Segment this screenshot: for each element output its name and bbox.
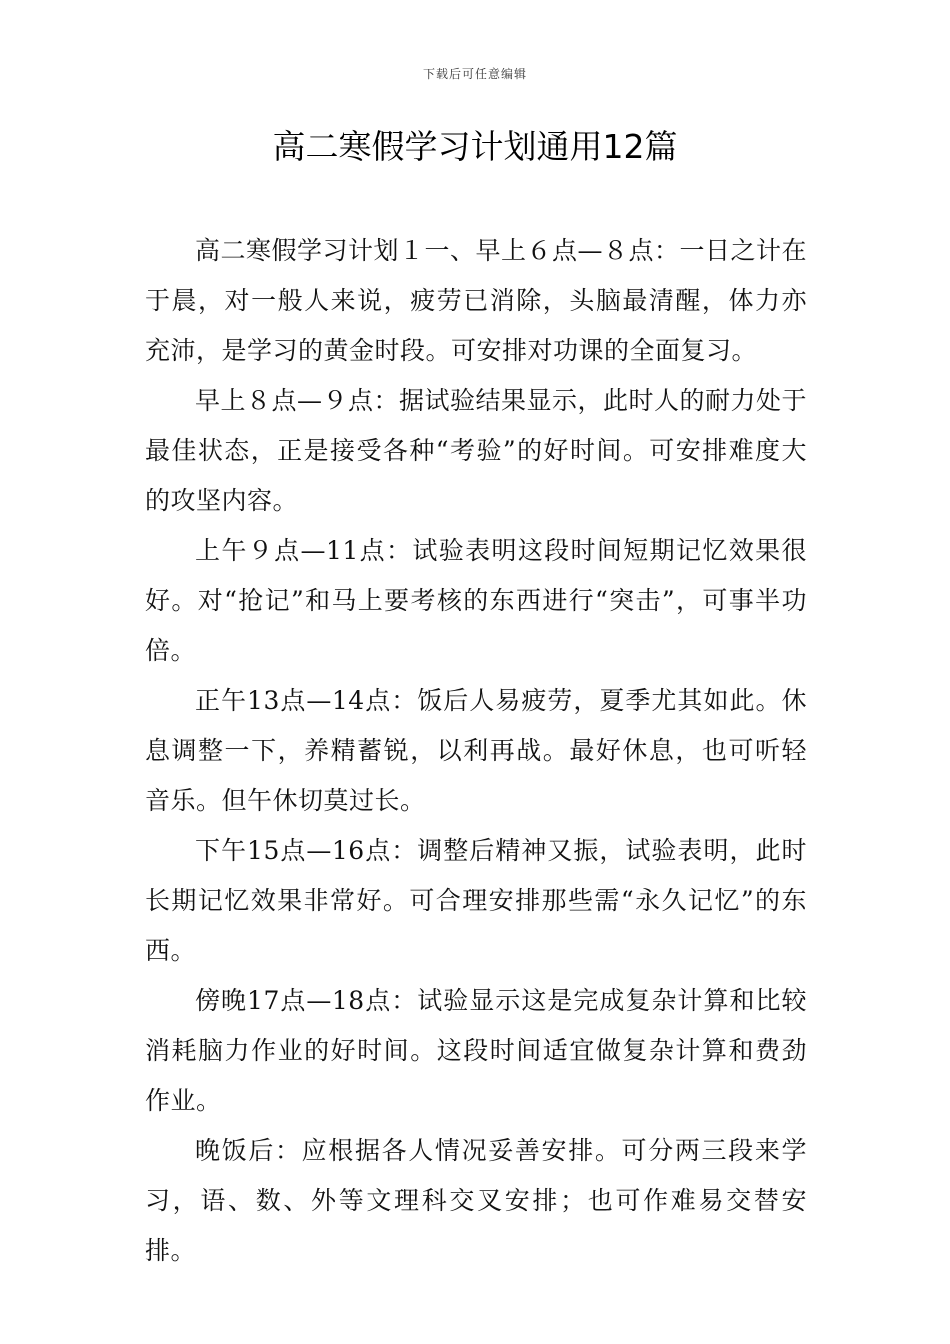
header-note: 下载后可任意编辑 <box>422 67 527 81</box>
paragraph: 正午13点—14点：饭后人易疲劳，夏季尤其如此。休息调整一下，养精蓄锐，以利再战。最好休息，也可听轻音乐。但午休切莫过长。 <box>145 686 807 815</box>
paragraph: 高二寒假学习计划１一、早上６点—８点：一日之计在于晨，对一般人来说，疲劳已消除，头脑最清醒，体力亦充沛，是学习的黄金时段。可安排对功课的全面复习。 <box>145 236 808 365</box>
document-title: 高二寒假学习计划通用12篇 <box>272 127 678 166</box>
document-body <box>145 226 807 1276</box>
paragraph: 下午15点—16点：调整后精神又振，试验表明，此时长期记忆效果非常好。可合理安排那些需“永久记忆”的东西。 <box>145 836 807 965</box>
paragraph: 晚饭后：应根据各人情况妥善安排。可分两三段来学习，语、数、外等文理科交叉安排；也可作难易交替安排。 <box>145 1136 807 1265</box>
paragraph: 早上８点—９点：据试验结果显示，此时人的耐力处于最佳状态，正是接受各种“考验”的好时间。可安排难度大的攻坚内容。 <box>145 386 808 515</box>
paragraph: 上午９点—11点：试验表明这段时间短期记忆效果很好。对“抢记”和马上要考核的东西进行“突击”，可事半功倍。 <box>145 536 807 665</box>
paragraph: 傍晚17点—18点：试验显示这是完成复杂计算和比较消耗脑力作业的好时间。这段时间适宜做复杂计算和费劲作业。 <box>145 986 807 1115</box>
